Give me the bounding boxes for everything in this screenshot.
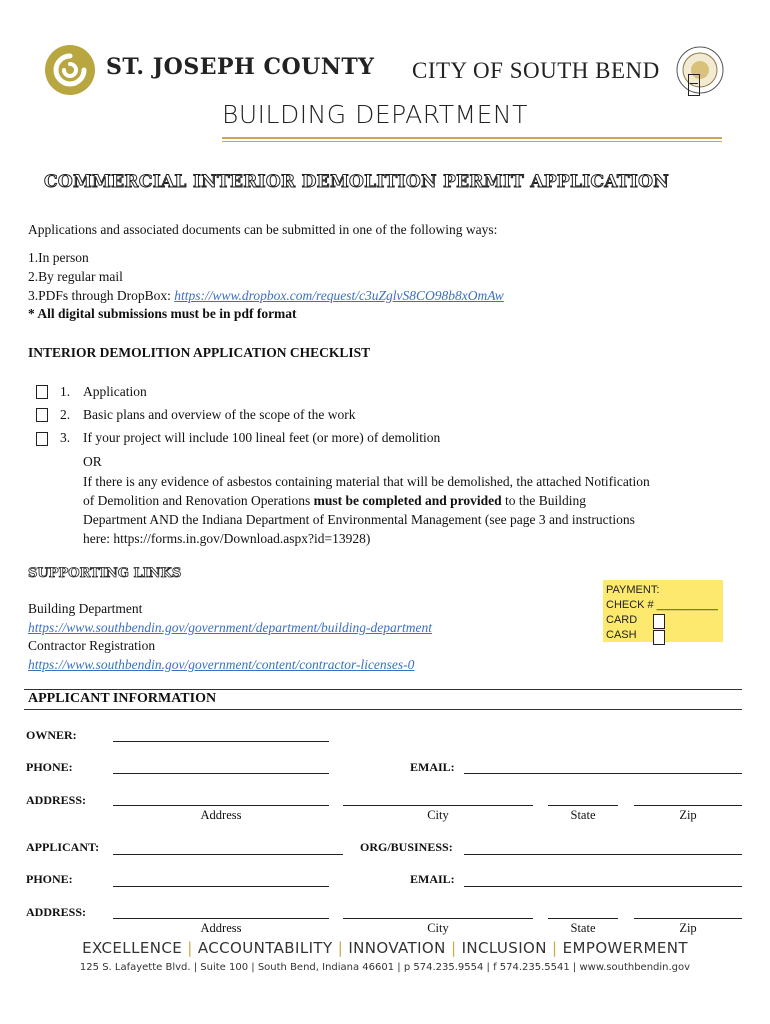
phone-label: PHONE: <box>26 760 73 774</box>
department-name: BUILDING DEPARTMENT <box>222 100 528 129</box>
supporting-links-heading: SUPPORTING LINKS <box>28 566 182 581</box>
value-innovation: INNOVATION <box>348 939 446 957</box>
building-dept-link[interactable]: https://www.southbendin.gov/government/department/building-department <box>28 620 432 635</box>
address-label: ADDRESS: <box>26 793 87 807</box>
org-label: ORG/BUSINESS: <box>360 840 453 854</box>
value-empowerment: EMPOWERMENT <box>562 939 688 957</box>
state-field[interactable] <box>548 805 618 806</box>
applicant-state-sublabel: State <box>570 921 596 935</box>
method-in-person: 1.In person <box>28 250 89 265</box>
applicant-address-label: ADDRESS: <box>26 905 87 919</box>
header-divider <box>222 137 722 139</box>
asbestos-text-bold: must be completed and provided <box>313 493 502 508</box>
asbestos-text-b: to the Building Department AND the Indiana Department of Environmental Management (see page 3 and instructions here: https://forms.in.gov/Download.aspx?id=13928) <box>83 493 635 546</box>
applicant-zip-field[interactable] <box>634 918 742 919</box>
checklist-heading: INTERIOR DEMOLITION APPLICATION CHECKLIST <box>28 345 371 360</box>
building-dept-label: Building Department <box>28 601 143 616</box>
checklist-item-1: Application <box>83 384 147 399</box>
email-label: EMAIL: <box>410 760 455 774</box>
applicant-email-field[interactable] <box>464 886 742 887</box>
payment-check: CHECK # __________ <box>606 599 718 611</box>
checklist-num-3: 3. <box>60 430 71 445</box>
phone-field[interactable] <box>113 773 329 774</box>
contractor-link[interactable]: https://www.southbendin.gov/government/content/contractor-licenses-0 <box>28 657 415 672</box>
checklist-item-2: Basic plans and overview of the scope of the work <box>83 407 356 422</box>
section-divider-bottom <box>24 709 742 710</box>
header-divider-thin <box>222 141 722 142</box>
state-sublabel: State <box>570 808 596 822</box>
applicant-label: APPLICANT: <box>26 840 100 854</box>
section-divider-top <box>24 689 742 690</box>
dropbox-link[interactable]: https://www.dropbox.com/request/c3uZglvS8CO98b8xOmAw <box>174 288 504 303</box>
checklist-num-2: 2. <box>60 407 71 422</box>
contractor-label: Contractor Registration <box>28 638 156 653</box>
city-sublabel: City <box>427 808 449 822</box>
checklist-num-1: 1. <box>60 384 71 399</box>
sjc-swirl-icon <box>44 44 96 96</box>
checklist-item-3: If your project will include 100 lineal feet (or more) of demolition <box>83 430 441 445</box>
pdf-note: * All digital submissions must be in pdf format <box>28 306 297 321</box>
payment-title: PAYMENT: <box>606 584 660 596</box>
address-field[interactable] <box>113 805 329 806</box>
county-name: ST. JOSEPH COUNTY <box>106 54 375 80</box>
applicant-info-heading: APPLICANT INFORMATION <box>28 691 217 706</box>
applicant-address-field[interactable] <box>113 918 329 919</box>
applicant-phone-field[interactable] <box>113 886 329 887</box>
cash-checkbox[interactable] <box>653 630 665 645</box>
city-field[interactable] <box>343 805 533 806</box>
value-accountability: ACCOUNTABILITY <box>197 939 333 957</box>
value-inclusion: INCLUSION <box>461 939 547 957</box>
applicant-city-sublabel: City <box>427 921 449 935</box>
checklist-or: OR <box>83 454 102 469</box>
owner-field[interactable] <box>113 741 329 742</box>
payment-card: CARD <box>606 614 638 626</box>
method-dropbox <box>28 288 504 304</box>
applicant-field[interactable] <box>113 854 343 855</box>
applicant-state-field[interactable] <box>548 918 618 919</box>
footer-address: 125 S. Lafayette Blvd. | Suite 100 | South Bend, Indiana 46601 | p 574.235.9554 | f 574.235.5541 | www.southbendin.gov <box>79 962 691 973</box>
method-mail: 2.By regular mail <box>28 269 123 284</box>
checklist-checkbox-2[interactable] <box>36 408 48 422</box>
page-title: COMMERCIAL INTERIOR DEMOLITION PERMIT APPLICATION <box>44 172 670 192</box>
asbestos-text-a: If there is any evidence of asbestos containing material that will be demolished, the attached Notification of Demolition and Renovation Operations <box>83 474 650 508</box>
value-excellence: EXCELLENCE <box>82 939 183 957</box>
applicant-address-sublabel: Address <box>200 921 242 935</box>
checklist-checkbox-3[interactable] <box>36 432 48 446</box>
card-checkbox[interactable] <box>653 614 665 629</box>
payment-cash: CASH <box>606 629 637 641</box>
missing-glyph-box <box>688 74 700 96</box>
intro-text: Applications and associated documents can be submitted in one of the following ways: <box>28 222 498 237</box>
asbestos-paragraph <box>83 472 653 548</box>
checklist-checkbox-1[interactable] <box>36 385 48 399</box>
applicant-email-label: EMAIL: <box>410 872 455 886</box>
city-name: CITY OF SOUTH BEND <box>412 58 660 83</box>
applicant-phone-label: PHONE: <box>26 872 73 886</box>
dropbox-prefix: 3.PDFs through DropBox: <box>28 288 175 303</box>
address-sublabel: Address <box>200 808 242 822</box>
org-field[interactable] <box>464 854 742 855</box>
zip-field[interactable] <box>634 805 742 806</box>
owner-label: OWNER: <box>26 728 77 742</box>
zip-sublabel: Zip <box>679 808 697 822</box>
footer-values: EXCELLENCE | ACCOUNTABILITY | INNOVATION | INCLUSION | EMPOWERMENT <box>82 939 688 957</box>
applicant-zip-sublabel: Zip <box>679 921 697 935</box>
applicant-city-field[interactable] <box>343 918 533 919</box>
email-field[interactable] <box>464 773 742 774</box>
city-seal-icon <box>676 46 724 94</box>
